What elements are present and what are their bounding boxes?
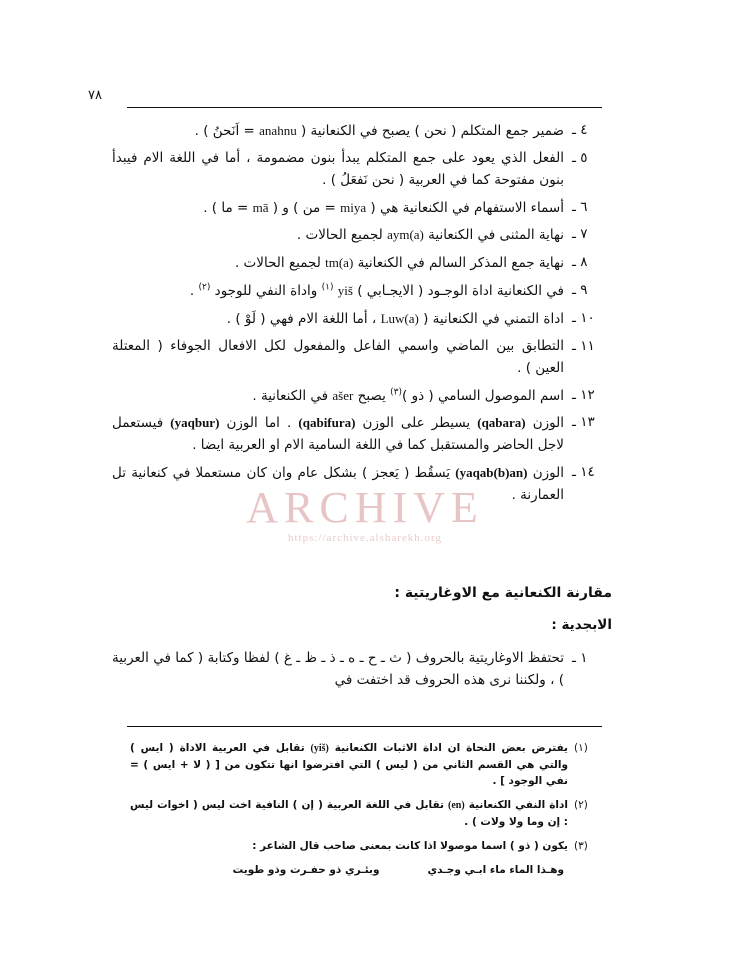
footnote-number: (٣) — [574, 839, 588, 852]
list-item-number: ١٢ ـ — [572, 386, 595, 403]
list-item-text: نهاية المثنى في الكنعانية aym(a) لجميع الحالات . — [296, 227, 564, 244]
latin-term: miya — [340, 199, 367, 215]
list-item — [112, 462, 612, 507]
latin-term: (qabifura) — [298, 415, 356, 431]
list-item-text: أسماء الاستفهام في الكنعانية هي ( miya = من ) و ( mā = ما ) . — [203, 199, 564, 216]
list-item-text: الفعل الذي يعود على جمع المتكلم يبدأ بنون مضمومة ، أما في اللغة الام فيبدأ بنون مفتوحة كما في العربية ( نحن نَفعَلُ ) . — [112, 149, 564, 188]
footnote — [130, 797, 600, 830]
footnote — [130, 740, 600, 789]
latin-term: mā — [252, 199, 269, 215]
section-list — [112, 648, 612, 695]
header-divider — [127, 107, 602, 108]
latin-term: ašer — [332, 387, 354, 403]
footnote-text: يفترض بعض النحاة ان اداة الاثبات الكنعانية (yiš) تقابل في العربية الاداة ( ايس ) والتي هي القسم الثاني من ( ليس ) التي افترضوا انها تتكون من [ ( لا + ايس ) = نفي الوجود ] . — [130, 742, 568, 787]
list-item — [112, 648, 612, 692]
numbered-list — [112, 120, 612, 512]
latin-term: (yiš) — [310, 743, 329, 754]
list-item-text: اداة التمني في الكنعانية ( Luw(a) ، أما اللغة الام فهي ( لَوْ ) . — [226, 311, 564, 328]
list-item-text: تحتفظ الاوغاريتية بالحروف ( ث ـ ح ـ ه ـ ذ ـ ظ ـ غ ) لفظا وكتابة ( كما في العربية ) ، ولكننا نرى هذه الحروف قد اختفت في — [112, 650, 564, 688]
list-item-number: ١٤ ـ — [572, 464, 595, 481]
list-item — [112, 412, 612, 457]
footnote-divider — [127, 726, 602, 727]
section-subheading: الابجدية : — [551, 617, 612, 633]
list-item-text: اسم الموصول السامي ( ذو )$^{(٣)}$ يصبح ašer في الكنعانية . — [252, 387, 564, 404]
list-item — [112, 252, 612, 275]
list-item-text: الوزن (yaqab(b)an) يَسقُط ( يَعجز ) بشكل عام وان كان مستعملا في كنعانية تل العمارنة . — [112, 465, 564, 504]
verse-hemistich-left: وبئـري ذو حفـرت وذو طويت — [232, 864, 380, 877]
list-item — [112, 148, 612, 192]
list-item — [112, 197, 612, 220]
latin-term: (en) — [448, 800, 465, 812]
list-item-number: ٥ ـ — [572, 149, 588, 166]
list-item-number: ٤ ـ — [572, 122, 588, 138]
footnote-text: يكون ( ذو ) اسما موصولا اذا كانت بمعنى صاحب قال الشاعر : — [252, 839, 568, 852]
list-item — [112, 120, 612, 143]
list-item — [112, 385, 612, 408]
latin-term: (yaqab(b)an) — [455, 465, 528, 481]
list-item-number: ٩ ـ — [572, 282, 588, 299]
list-item-text: التطابق بين الماضي واسمي الفاعل والمفعول لكل الافعال الجوفاء ( المعتلة العين ) . — [112, 337, 564, 376]
verse-line — [130, 862, 600, 878]
list-item — [112, 308, 612, 331]
latin-term: tm(a) — [325, 255, 354, 271]
list-item — [112, 224, 612, 247]
list-item-number: ٧ ـ — [572, 226, 588, 243]
footnote-marker: (١) — [321, 282, 334, 293]
list-item-number: ٦ ـ — [572, 198, 588, 215]
list-item-number: ١ ـ — [572, 650, 588, 666]
list-item-text: نهاية جمع المذكر السالم في الكنعانية tm(a) لجميع الحالات . — [234, 255, 564, 272]
section-heading: مقارنة الكنعانية مع الاوغاريتية : — [394, 585, 612, 601]
footnote-text: اداة النفي الكنعانية (en) تقابل في اللغة العربية ( إن ) النافية اخت ليس ( اخوات ليس : إن وما ولا ولات ) . — [130, 799, 569, 828]
verse-hemistich-right: وهـذا الماء ماء ابـي وجـدي — [427, 864, 564, 877]
list-item — [112, 336, 612, 380]
footnote — [130, 838, 600, 854]
latin-term: Luw(a) — [380, 311, 419, 327]
footnote-marker: (٢) — [198, 282, 211, 293]
watermark-url: https://archive.alsharekh.org — [287, 532, 443, 544]
footnote-number: (٢) — [574, 799, 588, 812]
list-item-number: ٨ ـ — [572, 254, 588, 271]
latin-term: aym(a) — [387, 227, 424, 243]
list-item — [112, 280, 612, 303]
list-item-number: ١٣ ـ — [572, 414, 595, 431]
footnotes-block — [130, 740, 600, 878]
watermark-title: ARCHIVE — [246, 483, 484, 532]
list-item-number: ١٠ ـ — [572, 310, 595, 327]
latin-term: yiš — [337, 283, 353, 299]
footnote-number: (١) — [574, 742, 588, 754]
list-item-text: ضمير جمع المتكلم ( نحن ) يصبح في الكنعانية ( anahnu = اَنَحنُ ) . — [194, 123, 564, 139]
list-item-number: ١١ ـ — [572, 337, 595, 354]
list-item-text: الوزن (qabara) يسيطر على الوزن (qabifura) . اما الوزن (yaqbur) فيستعمل لاجل الحاضر والمستقبل كما في اللغة السامية الام او العربية ايضا . — [112, 415, 564, 454]
list-item-text: في الكنعانية اداة الوجـود ( الايجـابي ) yiš $^{(١)}$ واداة النفي للوجود $^{(٢)}$ . — [189, 282, 564, 300]
footnote-marker: (٣) — [390, 387, 403, 398]
latin-term: anahnu — [259, 123, 297, 138]
latin-term: (qabara) — [477, 415, 526, 431]
latin-term: (yaqbur) — [170, 415, 220, 431]
page-number: ٧٨ — [88, 88, 102, 103]
